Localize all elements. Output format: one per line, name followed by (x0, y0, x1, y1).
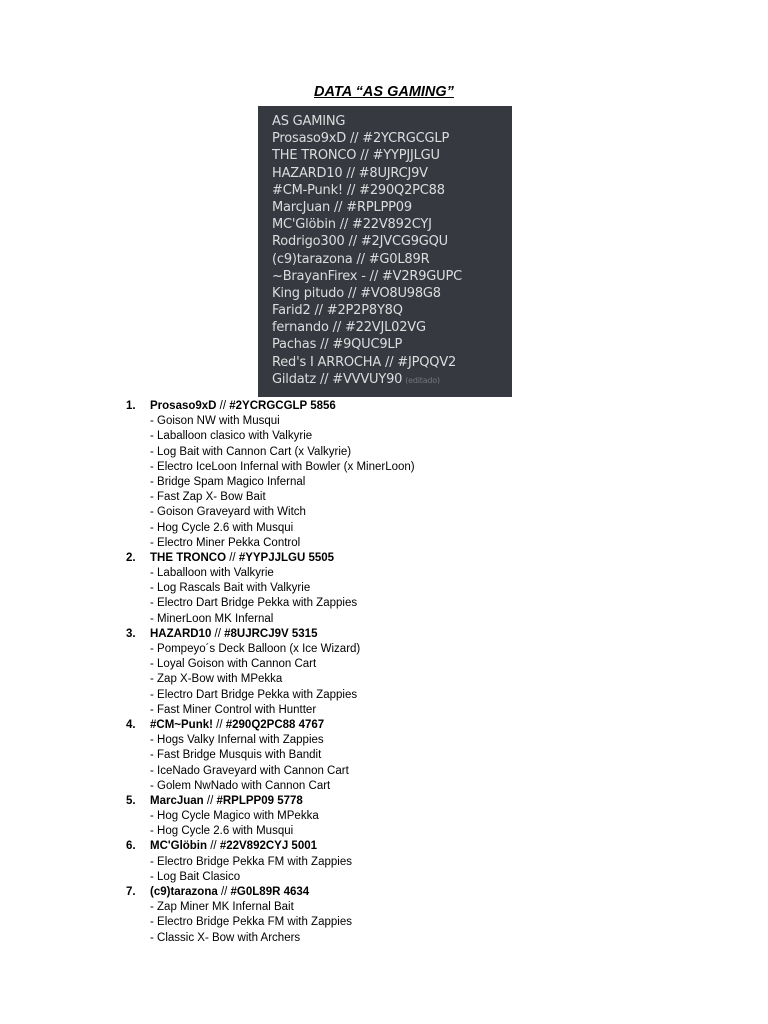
screenshot-line (272, 216, 512, 233)
screenshot-line (272, 165, 512, 182)
deck-item: - Fast Miner Control with Huntter (150, 703, 317, 716)
deck-item: - Hog Cycle 2.6 with Musqui (150, 521, 294, 534)
player-name: #CM~Punk! (150, 718, 213, 731)
screenshot-line-text: MarcJuan // #RPLPP09 (272, 199, 412, 215)
screenshot-line-text: ~BrayanFirex - // #V2R9GUPC (272, 268, 462, 284)
player-entry-heading (126, 839, 686, 854)
deck-item: - IceNado Graveyard with Cannon Cart (150, 764, 349, 777)
entry-number: 7. (126, 886, 136, 898)
entry-number: 4. (126, 718, 136, 731)
screenshot-line (272, 147, 512, 164)
screenshot-line-text: #CM-Punk! // #290Q2PC88 (272, 182, 445, 198)
player-tag-trophies: #2YCRGCGLP 5856 (229, 400, 336, 412)
deck-item: - Hogs Valky Infernal with Zappies (150, 734, 324, 747)
screenshot-line-text: King pitudo // #VO8U98G8 (272, 285, 441, 301)
deck-item: - Electro Dart Bridge Pekka with Zappies (150, 597, 358, 610)
screenshot-line (272, 285, 512, 302)
deck-item: - Laballoon with Valkyrie (150, 567, 274, 580)
player-tag-trophies: #G0L89R 4634 (230, 886, 310, 898)
separator: // (207, 840, 220, 853)
screenshot-line-text: Rodrigo300 // #2JVCG9GQU (272, 234, 448, 250)
player-tag-trophies: #RPLPP09 5778 (216, 794, 303, 807)
player-name: HAZARD10 (150, 627, 212, 640)
player-entry-heading (126, 399, 686, 414)
deck-item: - Golem NwNado with Cannon Cart (150, 779, 331, 792)
screenshot-line-text: Pachas // #9QUC9LP (272, 337, 403, 353)
player-tag-trophies: #YYPJJLGU 5505 (238, 551, 335, 564)
screenshot-heading: AS GAMING (272, 114, 346, 129)
screenshot-line (272, 371, 512, 388)
screenshot-line-text: fernando // #22VJL02VG (272, 320, 426, 336)
separator: // (211, 627, 225, 640)
screenshot-line-text: THE TRONCO // #YYPJJLGU (272, 148, 440, 164)
deck-item: - Zap Miner MK Infernal Bait (150, 901, 294, 914)
screenshot-line (272, 354, 512, 371)
deck-item: - Pompeyo´s Deck Balloon (x Ice Wizard) (150, 643, 361, 655)
screenshot-line (272, 336, 512, 353)
edited-label: (editado) (405, 375, 440, 385)
screenshot-line-text: Red's I ARROCHA // #JPQQV2 (272, 354, 457, 370)
deck-item: - Loyal Goison with Cannon Cart (150, 658, 317, 671)
player-entry-heading (126, 627, 686, 642)
deck-item: - Log Bait Clasico (150, 870, 241, 883)
player-tag-trophies: #290Q2PC88 4767 (225, 718, 325, 731)
player-name: THE TRONCO (150, 551, 227, 564)
screenshot-line-text: (c9)tarazona // #G0L89R (272, 251, 430, 267)
separator: // (226, 551, 239, 564)
player-tag-trophies: #22V892CYJ 5001 (219, 840, 318, 853)
player-entry-heading (126, 885, 686, 900)
deck-item: - Goison NW with Musqui (150, 415, 280, 428)
entry-number: 1. (126, 400, 136, 412)
entry-number: 2. (126, 551, 136, 564)
player-name: MarcJuan (150, 794, 204, 807)
deck-item: - Classic X- Bow with Archers (150, 931, 301, 944)
deck-item: - Fast Zap X- Bow Bait (150, 491, 266, 504)
screenshot-line (272, 130, 512, 147)
deck-item: - Zap X-Bow with MPekka (150, 673, 283, 686)
deck-item: - Electro Dart Bridge Pekka with Zappies (150, 688, 358, 701)
player-name: (c9)tarazona (150, 886, 218, 898)
separator: // (216, 400, 230, 412)
deck-item: - Hog Cycle 2.6 with Musqui (150, 825, 294, 838)
deck-item: - Hog Cycle Magico with MPekka (150, 810, 319, 823)
player-name: MC'Glöbin (150, 840, 208, 853)
deck-item: - Electro Bridge Pekka FM with Zappies (150, 855, 352, 868)
entry-number: 3. (126, 627, 136, 640)
player-entry-heading (126, 718, 686, 733)
deck-item: - Log Rascals Bait with Valkyrie (150, 582, 311, 595)
deck-item: - Laballoon clasico with Valkyrie (150, 430, 313, 443)
player-entry-heading (126, 794, 686, 809)
separator: // (212, 718, 226, 731)
screenshot-line-text: Farid2 // #2P2P8Y8Q (272, 303, 403, 319)
entry-number: 6. (126, 840, 136, 853)
screenshot-line (272, 319, 512, 336)
screenshot-line-text: MC'Glöbin // #22V892CYJ (272, 217, 432, 233)
screenshot-line-text: Gildatz // #VVVUY90 (272, 371, 403, 387)
deck-item: - Electro IceLoon Infernal with Bowler (x MinerLoon) (150, 460, 415, 473)
screenshot-line-text: HAZARD10 // #8UJRCJ9V (272, 165, 428, 181)
separator: // (203, 794, 217, 807)
screenshot-line-text: Prosaso9xD // #2YCRGCGLP (272, 131, 450, 147)
player-tag-trophies: #8UJRCJ9V 5315 (224, 627, 318, 640)
screenshot-line (272, 302, 512, 319)
deck-item: - Fast Bridge Musquis with Bandit (150, 749, 322, 762)
separator: // (217, 886, 231, 898)
entry-number: 5. (126, 794, 136, 807)
deck-item: - MinerLoon MK Infernal (150, 612, 274, 625)
player-deck-list (126, 399, 686, 946)
deck-item: - Bridge Spam Magico Infernal (150, 475, 306, 488)
deck-item: - Electro Bridge Pekka FM with Zappies (150, 916, 352, 929)
deck-item: - Electro Miner Pekka Control (150, 536, 301, 549)
page-title: DATA “AS GAMING” (314, 84, 454, 100)
screenshot-line (272, 199, 512, 216)
screenshot-line (272, 233, 512, 250)
player-name: Prosaso9xD (150, 400, 217, 412)
deck-item: - Goison Graveyard with Witch (150, 506, 306, 519)
player-entry-heading (126, 551, 686, 566)
screenshot-line (272, 182, 512, 199)
screenshot-line (272, 268, 512, 285)
clan-list-screenshot (258, 106, 512, 397)
deck-item: - Log Bait with Cannon Cart (x Valkyrie) (150, 445, 352, 458)
screenshot-line (272, 251, 512, 268)
